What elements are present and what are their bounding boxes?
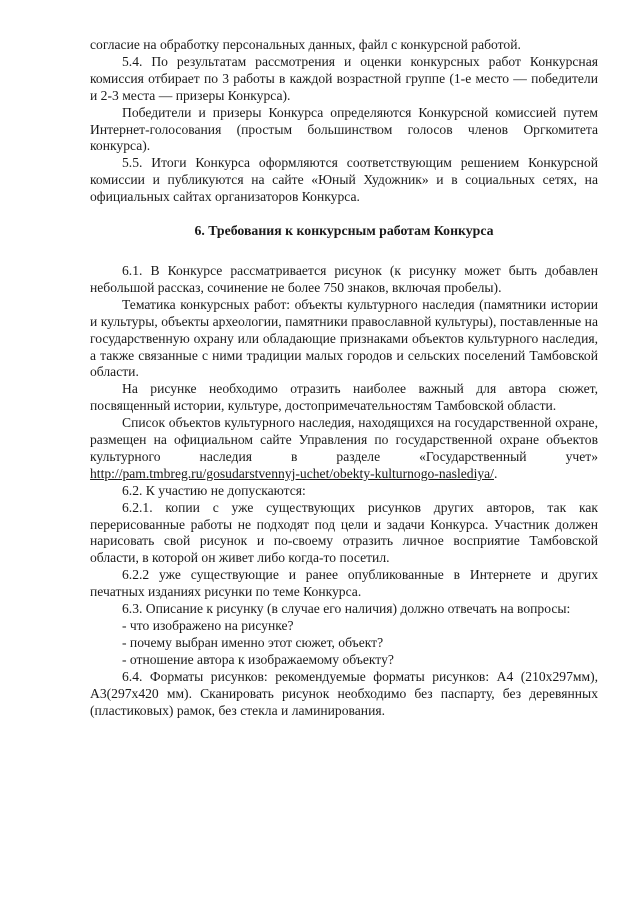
paragraph-6-4: 6.4. Форматы рисунков: рекомендуемые форматы рисунков: А4 (210х297мм), А3(297х420 мм). Сканировать рисунок необходимо без паспарту, без деревянных (пластиковых) рамок, без стекла и ламинирования. [90,668,598,718]
paragraph-6-1: 6.1. В Конкурсе рассматривается рисунок (к рисунку может быть добавлен небольшой рассказ, сочинение не более 750 знаков, включая пробелы). [90,262,598,295]
paragraph-6-2-1: 6.2.1. копии с уже существующих рисунков других авторов, так как перерисованные работы не подходят под цели и задачи Конкурса. Участник должен нарисовать свой рисунок и по-своему отразить личное восприятие Тамбовской области, в которой он живет либо когда-то посетил. [90,499,598,566]
section-6-title: 6. Требования к конкурсным работам Конкурса [194,223,494,239]
paragraph-consent: согласие на обработку персональных данных, файл с конкурсной работой. [90,37,521,52]
paragraph-5-5: 5.5. Итоги Конкурса оформляются соответствующим решением Конкурсной комиссии и публикуются на сайте «Юный Художник» и в социальных сетях, на официальных сайтах организаторов Конкурса. [90,155,598,205]
heritage-list-link[interactable]: http://pam.tmbreg.ru/gosudarstvennyj-uchet/obekty-kulturnogo-naslediya/ [90,465,494,481]
paragraph-theme: Тематика конкурсных работ: объекты культурного наследия (памятники истории и культуры, объекты археологии, памятники православной культуры), поставленные на государственную охрану или обладающие признаками объектов культурного наследия, а также связанные с ними традиции малых городов и сельских поселений Тамбовской области. [90,296,598,380]
heritage-list-end: . [493,465,498,481]
paragraph-6-2: 6.2. К участию не допускаются: [122,482,306,498]
heritage-list-text: Список объектов культурного наследия, находящихся на государственной охране, размещен на официальном сайте Управления по государственной охране объектов культурного наследия в разделе «Государственный учет» [90,415,598,464]
paragraph-plot: На рисунке необходимо отразить наиболее важный для автора сюжет, посвященный истории, культуре, достопримечательностям Тамбовской области. [90,381,598,414]
question-item: - что изображено на рисунке? [122,618,294,633]
question-item: - отношение автора к изображаемому объекту? [122,651,394,667]
document-page [90,37,598,719]
question-item: - почему выбран именно этот сюжет, объект? [122,634,384,650]
paragraph-winners: Победители и призеры Конкурса определяются Конкурсной комиссией путем Интернет-голосования (простым большинством голосов членов Оргкомитета конкурса). [90,104,598,154]
paragraph-6-3: 6.3. Описание к рисунку (в случае его наличия) должно отвечать на вопросы: [122,601,571,617]
paragraph-5-4: 5.4. По результатам рассмотрения и оценки конкурсных работ Конкурсная комиссия отбирает по 3 работы в каждой возрастной группе (1-е место — победители и 2-3 места — призеры Конкурса). [90,53,598,103]
paragraph-6-2-2: 6.2.2 уже существующие и ранее опубликованные в Интернете и других печатных изданиях рисунки по теме Конкурса. [90,567,598,600]
paragraph-heritage-list [90,415,598,483]
